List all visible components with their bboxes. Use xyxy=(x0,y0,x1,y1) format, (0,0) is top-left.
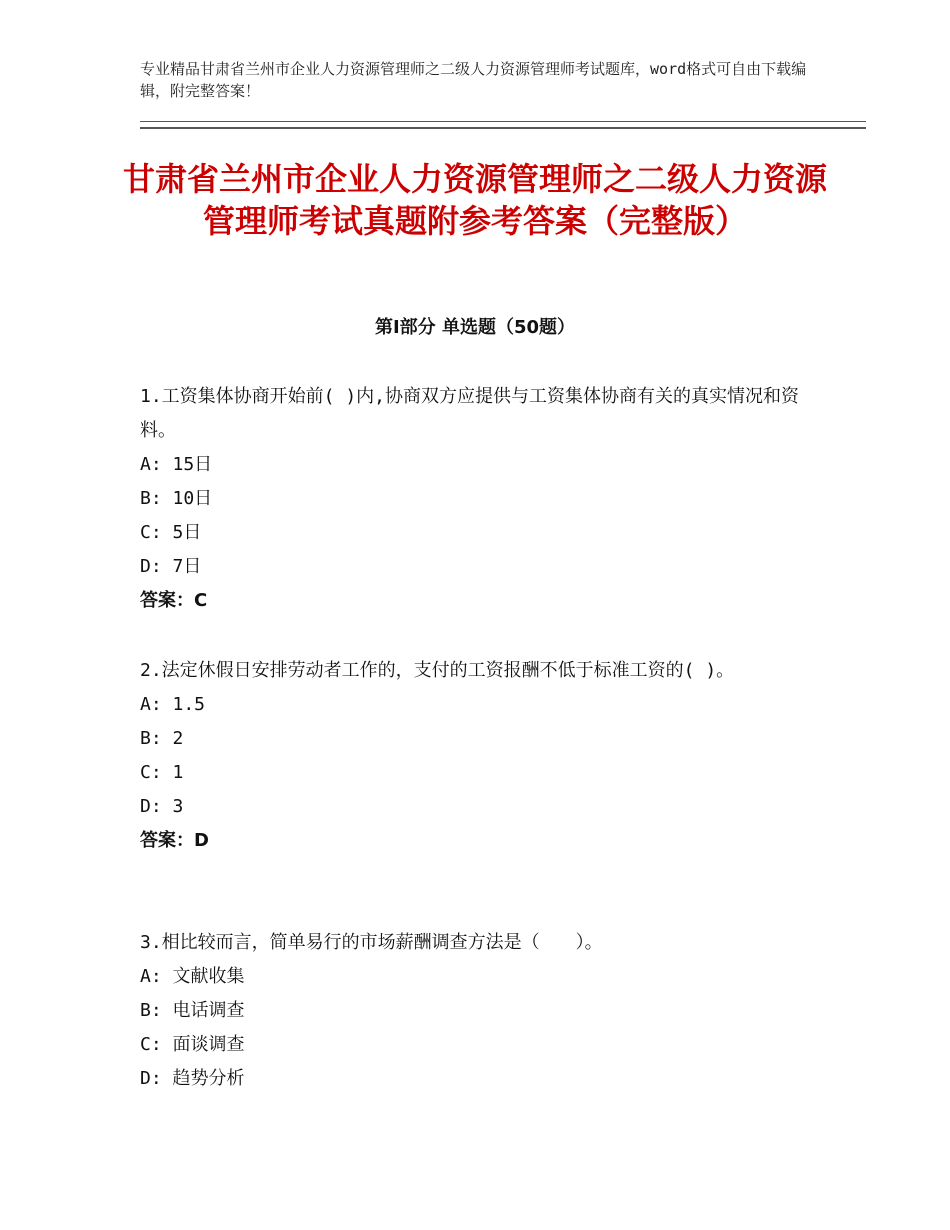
option-a: A: 1.5 xyxy=(140,694,206,715)
question-stem: 3.相比较而言，简单易行的市场薪酬调查方法是（ ）。 xyxy=(140,932,603,953)
option-b: B: 电话调查 xyxy=(140,1000,245,1021)
question-stem: 2.法定休假日安排劳动者工作的，支付的工资报酬不低于标准工资的( )。 xyxy=(140,660,735,681)
section-heading: 第Ⅰ部分 单选题（50题） xyxy=(374,317,575,338)
question-1 xyxy=(140,380,820,618)
option-c: C: 面谈调查 xyxy=(140,1034,245,1055)
option-b: B: 10日 xyxy=(140,488,213,509)
question-3 xyxy=(140,926,820,1096)
question-stem: 1.工资集体协商开始前( )内,协商双方应提供与工资集体协商有关的真实情况和资料。 xyxy=(140,386,800,441)
answer: 答案：D xyxy=(140,830,209,851)
option-d: D: 3 xyxy=(140,796,184,817)
option-c: C: 5日 xyxy=(140,522,202,543)
option-a: A: 15日 xyxy=(140,454,213,475)
question-2 xyxy=(140,654,820,858)
option-a: A: 文献收集 xyxy=(140,966,245,987)
option-d: D: 趋势分析 xyxy=(140,1068,245,1089)
option-d: D: 7日 xyxy=(140,556,202,577)
option-b: B: 2 xyxy=(140,728,184,749)
document-title: 甘肃省兰州市企业人力资源管理师之二级人力资源管理师考试真题附参考答案（完整版） xyxy=(122,160,827,240)
option-c: C: 1 xyxy=(140,762,184,783)
answer: 答案：C xyxy=(140,590,208,611)
header-note: 专业精品甘肃省兰州市企业人力资源管理师之二级人力资源管理师考试题库，word格式可自由下载编辑，附完整答案！ xyxy=(140,60,807,100)
header-divider xyxy=(140,121,866,129)
